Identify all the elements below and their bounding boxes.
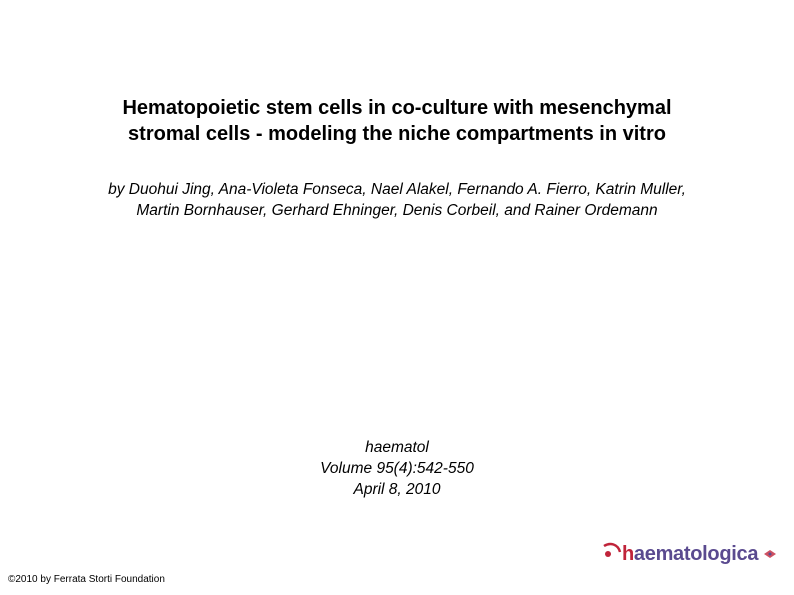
authors-line-1: by Duohui Jing, Ana-Violeta Fonseca, Nael Alakel, Fernando A. Fierro, Katrin Muller, — [108, 181, 686, 198]
logo-wordmark: haematologica — [622, 543, 759, 565]
haematologica-logo — [600, 540, 785, 576]
citation-block — [200, 437, 594, 500]
volume-info: Volume 95(4):542-550 — [320, 460, 474, 477]
journal-name: haematol — [365, 439, 429, 456]
copyright-notice: ©2010 by Ferrata Storti Foundation — [8, 574, 165, 585]
publication-date: April 8, 2010 — [353, 481, 441, 498]
title-line-1: Hematopoietic stem cells in co-culture with mesenchymal — [122, 97, 672, 119]
title-line-2: stromal cells - modeling the niche compartments in vitro — [128, 123, 666, 145]
author-list — [20, 179, 774, 221]
authors-line-2: Martin Bornhauser, Gerhard Ehninger, Denis Corbeil, and Rainer Ordemann — [136, 202, 658, 219]
slide-title — [30, 95, 764, 147]
